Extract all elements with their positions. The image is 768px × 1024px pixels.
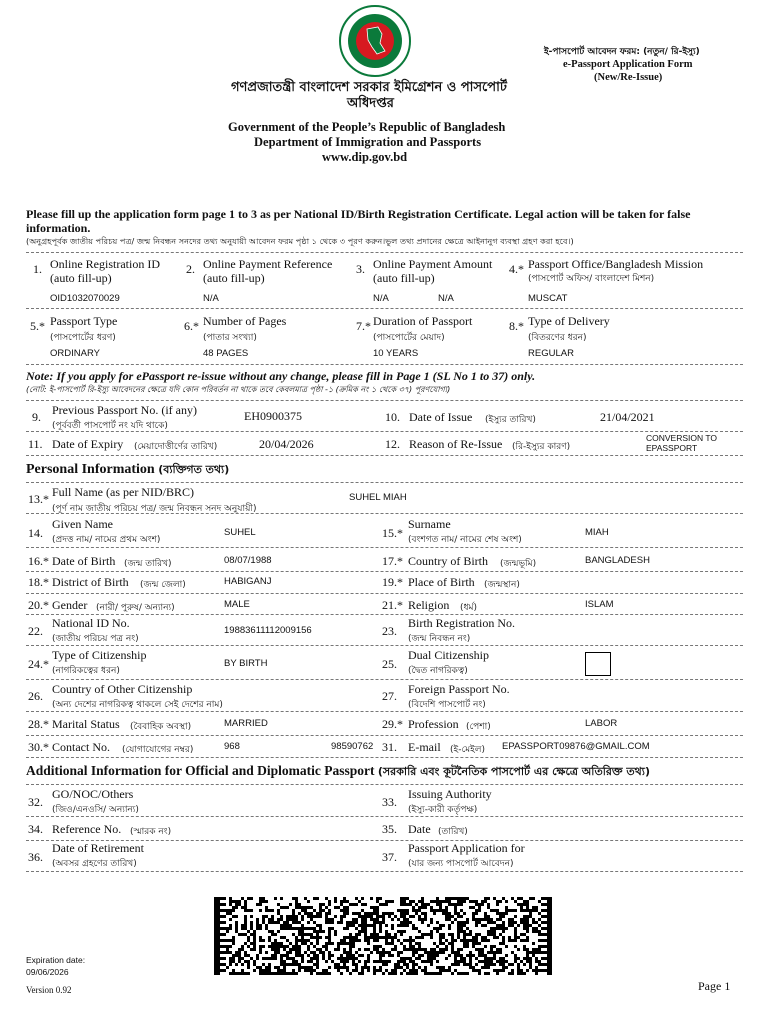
title-en-2: Department of Immigration and Passports — [254, 135, 482, 149]
title-en-1: Government of the People’s Republic of Bangladesh — [228, 120, 506, 134]
note-en: Note: If you apply for ePassport re-issue without any change, please fill in Page 1 (SL No 1 to 37) only. — [26, 369, 536, 383]
note-bn: (নোট: ই-পাসপোর্ট রি-ইস্যু আবেদনের ক্ষেত্রে যদি কোন পরিবর্তন না থাকে তবে কেবলমাত্র পৃষ্ঠা -১ (ক্রমিক নং ১ থেকে ৩৭) পূরণযোগ্য) — [26, 385, 451, 394]
expiration-label: Expiration date: — [26, 955, 86, 965]
version: Version 0.92 — [26, 985, 72, 995]
form-subtitle: (New/Re-Issue) — [594, 72, 663, 83]
section-personal-information: Personal Information (ব্যক্তিগত তথ্য) — [26, 462, 230, 477]
section-additional-information: Additional Information for Official and Diplomatic Passport (সরকারি এবং কূটনৈতিক পাসপোর্ট এর ক্ষেত্রে অতিরিক্ত তথ্য) — [26, 763, 651, 778]
page-number: Page 1 — [698, 979, 731, 993]
dual-citizenship-checkbox[interactable] — [585, 652, 611, 676]
website: www.dip.gov.bd — [322, 150, 408, 164]
title-bn-1: গণপ্রজাতন্ত্রী বাংলাদেশ সরকার ইমিগ্রেশন ও পাসপোর্ট — [231, 80, 507, 95]
qr-code — [214, 897, 552, 975]
value-registration-id: OID1032070029 — [50, 293, 120, 304]
expiration-date: 09/06/2026 — [26, 967, 69, 977]
form-title-en: e-Passport Application Form — [563, 59, 693, 70]
government-emblem — [334, 4, 416, 78]
instruction-bn: (অনুগ্রহপূর্বক জাতীয় পরিচয় পত্র/ জন্ম নিবন্ধন সনদের তথ্য অনুযায়ী আবেদন ফরম পৃষ্ঠা ১ থেকে ৩ পূরণ করুন।ভুল তথ্য প্রদানের ক্ষেত্রে আইনানুগ ব্যবস্থা গ্রহণ করা হবে।) — [26, 236, 574, 246]
title-bn-2: অধিদপ্তর — [347, 96, 394, 111]
instruction-en: Please fill up the application form page 1 to 3 as per National ID/Birth Registration Certificate. Legal action will be taken for false — [26, 207, 691, 221]
form-title-bn: ই-পাসপোর্ট আবেদন ফরম: (নতুন/ রি-ইস্যু) — [544, 47, 700, 57]
instruction-en-2: information. — [26, 221, 91, 235]
